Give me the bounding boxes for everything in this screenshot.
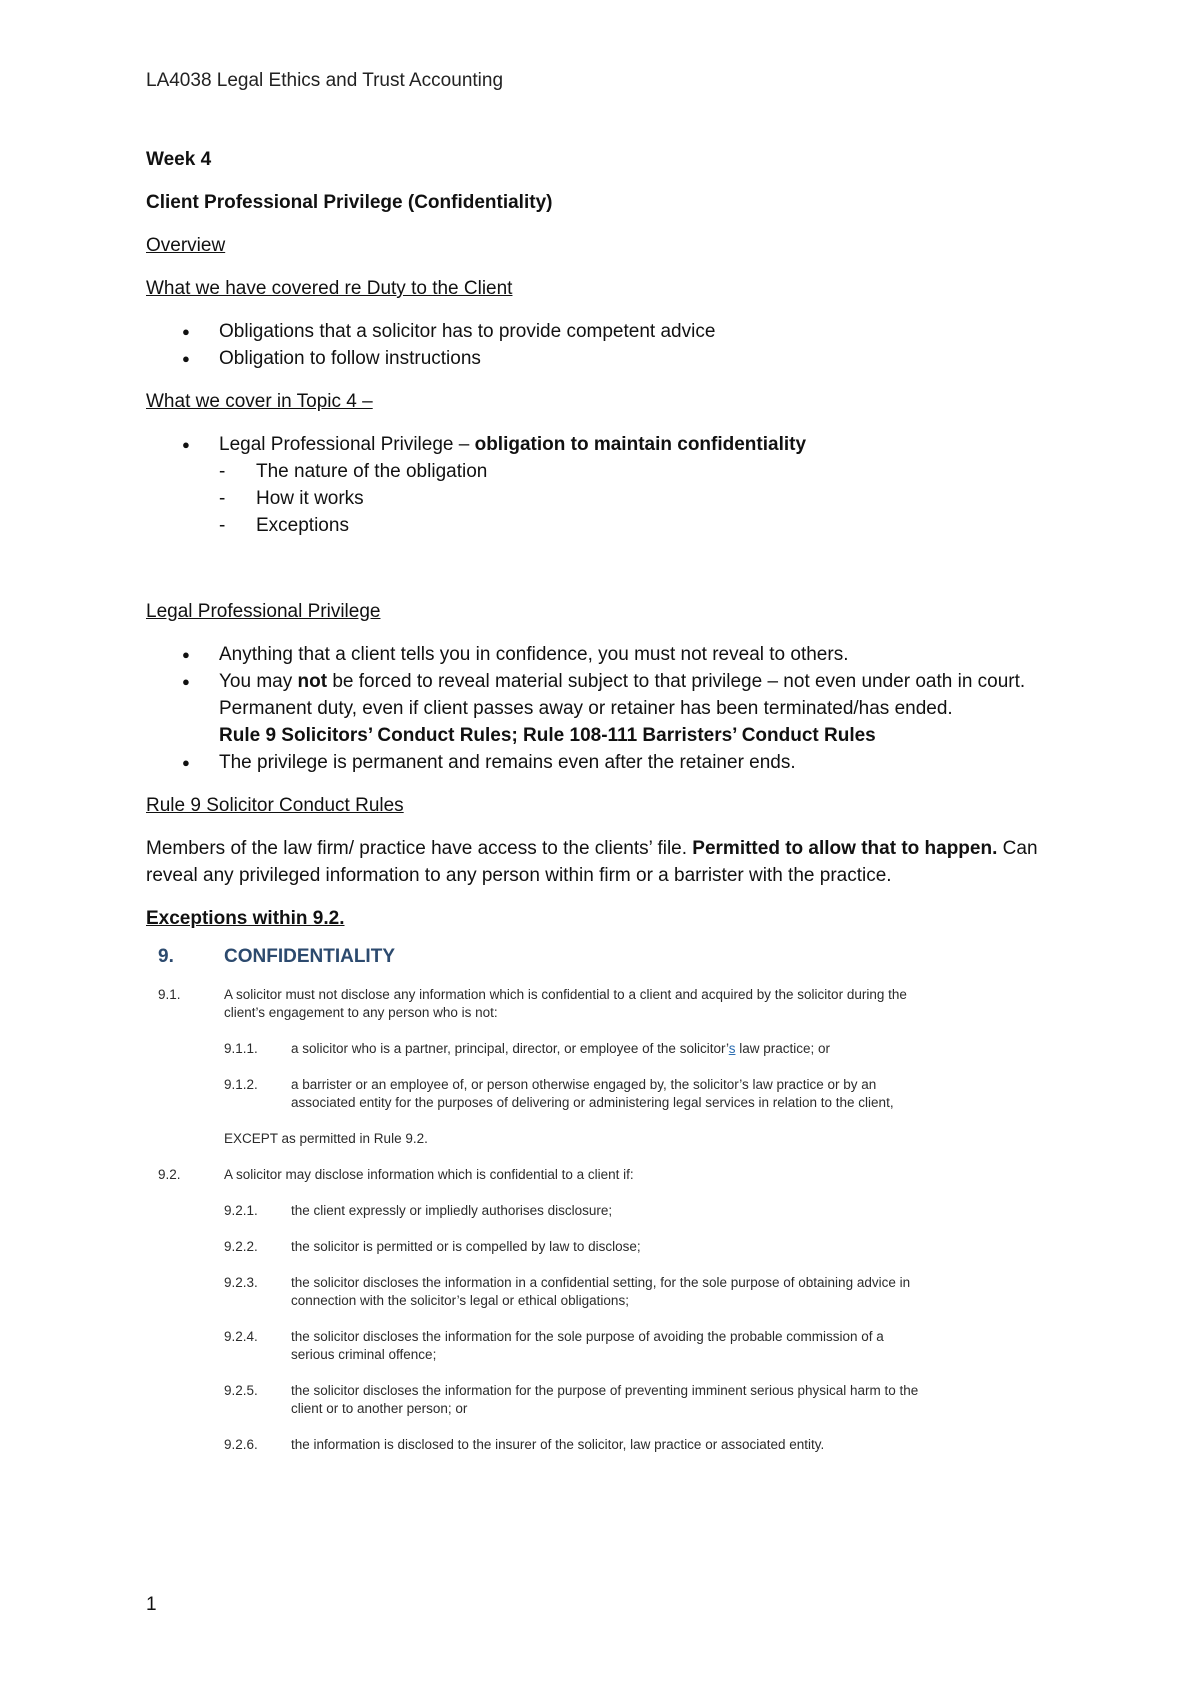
topic4-item-text: Legal Professional Privilege – [219, 434, 475, 455]
page-header: LA4038 Legal Ethics and Trust Accounting [146, 70, 504, 91]
lpp-list [146, 641, 1076, 776]
rule-title: CONFIDENTIALITY [224, 946, 395, 967]
rule9-text-a: Members of the law firm/ practice have access to the clients’ file. [146, 838, 693, 859]
clause-text: A solicitor must not disclose any information which is confidential to a client and acquired by the solicitor during the client’s engagement to any person who is not: [224, 987, 907, 1020]
page-number: 1 [146, 1594, 157, 1615]
topic-title: Client Professional Privilege (Confidentiality) [146, 192, 553, 213]
highlighted-char: s [728, 1041, 736, 1056]
clause-text-a: a solicitor who is a partner, principal, director, or employee of the solicitor’ [291, 1041, 729, 1056]
clause-number: 9.2.6. [224, 1437, 258, 1452]
rule-9-1-2 [224, 1076, 928, 1112]
clause-number: 9.2. [158, 1167, 181, 1182]
overview-heading: Overview [146, 235, 226, 256]
week-label: Week 4 [146, 149, 212, 170]
clause-number: 9.2.2. [224, 1239, 258, 1254]
clause-text: the client expressly or impliedly authorises disclosure; [291, 1203, 613, 1218]
clause-text: a barrister or an employee of, or person otherwise engaged by, the solicitor’s law practice or by an associated entity for the purposes of delivering or administering legal services in relation to the client, [291, 1077, 894, 1110]
sub-list-item: - The nature of the obligation [146, 458, 1076, 485]
clause-text-b: law practice; or [735, 1041, 831, 1056]
rule-9-1-1 [224, 1040, 928, 1058]
list-item [146, 668, 1076, 749]
rule-excerpt-image [158, 948, 928, 1472]
except-line: EXCEPT as permitted in Rule 9.2. [224, 1131, 428, 1146]
rule9-text-b: Can reveal any privileged information to any person within firm or a barrister with the practice. [146, 838, 1038, 886]
clause-text [291, 1040, 928, 1058]
rule-9-2-3 [224, 1274, 928, 1310]
lpp-item2-bold: not [297, 671, 328, 692]
list-item: ● Obligations that a solicitor has to provide competent advice [146, 318, 1076, 345]
list-item: ● The privilege is permanent and remains even after the retainer ends. [146, 749, 1076, 776]
rule9-bold: Permitted to allow that to happen. [692, 838, 998, 859]
list-item: ● Obligation to follow instructions [146, 345, 1076, 372]
clause-text: the solicitor discloses the information for the purpose of preventing imminent serious physical harm to the client or to another person; or [291, 1383, 919, 1416]
clause-text: the solicitor discloses the information in a confidential setting, for the sole purpose of obtaining advice in connection with the solicitor’s legal or ethical obligations; [291, 1275, 911, 1308]
sub-list-item: - Exceptions [146, 512, 1076, 539]
list-item: ● Anything that a client tells you in confidence, you must not reveal to others. [146, 641, 1076, 668]
exceptions-heading: Exceptions within 9.2. [146, 908, 345, 929]
topic4-item-bold: obligation to maintain confidentiality [474, 434, 807, 455]
main-content [146, 146, 1076, 932]
rule-9-2-2 [224, 1238, 928, 1256]
sub-list-item: - How it works [146, 485, 1076, 512]
rule-number: 9. [158, 946, 174, 967]
list-item [146, 431, 1076, 458]
clause-text: A solicitor may disclose information which is confidential to a client if: [224, 1167, 634, 1182]
clause-number: 9.2.5. [224, 1383, 258, 1398]
topic4-list [146, 431, 1076, 458]
clause-number: 9.2.4. [224, 1329, 258, 1344]
rule-9-2-4 [224, 1328, 928, 1364]
lpp-item2-rest: be forced to reveal material subject to that privilege – not even under oath in court. Permanent duty, even if client passes away or retainer has been terminated/has ended. [219, 671, 1026, 719]
clause-number: 9.1.1. [224, 1041, 258, 1056]
lpp-item2-start: You may [219, 671, 298, 692]
rule9-paragraph [146, 835, 1076, 889]
lpp-item2-rule: Rule 9 Solicitors’ Conduct Rules; Rule 108-111 Barristers’ Conduct Rules [219, 725, 876, 746]
clause-text: the solicitor discloses the information for the sole purpose of avoiding the probable commission of a serious criminal offence; [291, 1329, 884, 1362]
clause-number: 9.2.3. [224, 1275, 258, 1290]
covered-list [146, 318, 1076, 372]
rule-9-2-5 [224, 1382, 928, 1418]
rule-excerpt-heading [158, 948, 928, 966]
lpp-heading: Legal Professional Privilege [146, 601, 381, 622]
clause-text: the solicitor is permitted or is compelled by law to disclose; [291, 1239, 641, 1254]
clause-number: 9.1. [158, 987, 181, 1002]
topic4-heading: What we cover in Topic 4 – [146, 391, 373, 412]
clause-number: 9.1.2. [224, 1077, 258, 1092]
covered-heading: What we have covered re Duty to the Client [146, 278, 513, 299]
rule-9-1 [158, 986, 928, 1022]
topic4-sublist [146, 458, 1076, 539]
rule-9-2 [158, 1166, 928, 1184]
rule-9-2-1 [224, 1202, 928, 1220]
clause-text: the information is disclosed to the insurer of the solicitor, law practice or associated entity. [291, 1437, 825, 1452]
rule-9-2-6 [224, 1436, 928, 1454]
clause-number: 9.2.1. [224, 1203, 258, 1218]
rule9-heading: Rule 9 Solicitor Conduct Rules [146, 795, 404, 816]
